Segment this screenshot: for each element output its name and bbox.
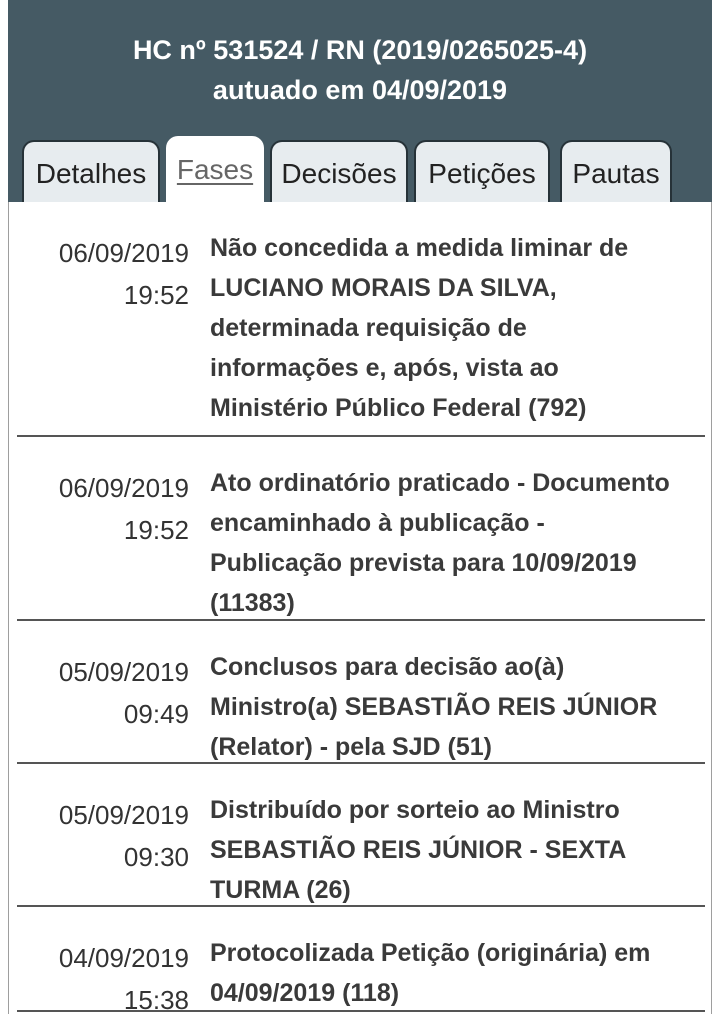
phase-description: Distribuído por sorteio ao Ministro SEBASTIÃO REIS JÚNIOR - SEXTA TURMA (26) xyxy=(210,796,626,904)
phase-date: 04/09/2019 xyxy=(58,943,189,973)
phase-time: 09:30 xyxy=(123,842,189,872)
process-header xyxy=(8,0,712,202)
filing-date: autuado em 04/09/2019 xyxy=(212,75,508,105)
phase-date: 06/09/2019 xyxy=(58,473,189,503)
phase-time: 09:49 xyxy=(123,699,189,729)
phase-description: Conclusos para decisão ao(à) Ministro(a) SEBASTIÃO REIS JÚNIOR (Relator) - pela SJD (51) xyxy=(210,653,658,761)
phase-item xyxy=(17,437,705,621)
tab-peticoes[interactable]: Petições xyxy=(414,140,550,204)
phase-time: 15:38 xyxy=(123,985,189,1014)
phase-datetime xyxy=(17,794,189,878)
tab-fases[interactable]: Fases xyxy=(166,136,264,204)
phase-date: 05/09/2019 xyxy=(58,657,189,687)
phase-description: Ato ordinatório praticado - Documento encaminhado à publicação - Publicação prevista para 10/09/2019 (11383) xyxy=(210,469,670,617)
process-number: HC nº 531524 / RN (2019/0265025-4) xyxy=(132,35,588,65)
phase-description: Protocolizada Petição (originária) em 04/09/2019 (118) xyxy=(210,939,651,1007)
process-title xyxy=(8,30,712,110)
phase-description: Não concedida a medida liminar de LUCIANO MORAIS DA SILVA, determinada requisição de informações e, após, vista ao Ministério Público Federal (792) xyxy=(210,234,629,422)
phase-item xyxy=(17,907,705,1012)
phase-datetime xyxy=(17,651,189,735)
phase-datetime xyxy=(17,467,189,551)
phase-time: 19:52 xyxy=(123,515,189,545)
tab-bar xyxy=(22,136,712,202)
phases-list xyxy=(8,202,712,1014)
tab-detalhes[interactable]: Detalhes xyxy=(22,140,160,204)
tab-decisoes[interactable]: Decisões xyxy=(270,140,408,204)
phase-time: 19:52 xyxy=(123,280,189,310)
phase-item xyxy=(17,764,705,907)
phase-item xyxy=(17,621,705,764)
phase-item xyxy=(17,202,705,437)
phase-datetime xyxy=(17,937,189,1014)
phase-datetime xyxy=(17,232,189,316)
phase-date: 05/09/2019 xyxy=(58,800,189,830)
phase-date: 06/09/2019 xyxy=(58,238,189,268)
tab-pautas[interactable]: Pautas xyxy=(560,140,672,204)
